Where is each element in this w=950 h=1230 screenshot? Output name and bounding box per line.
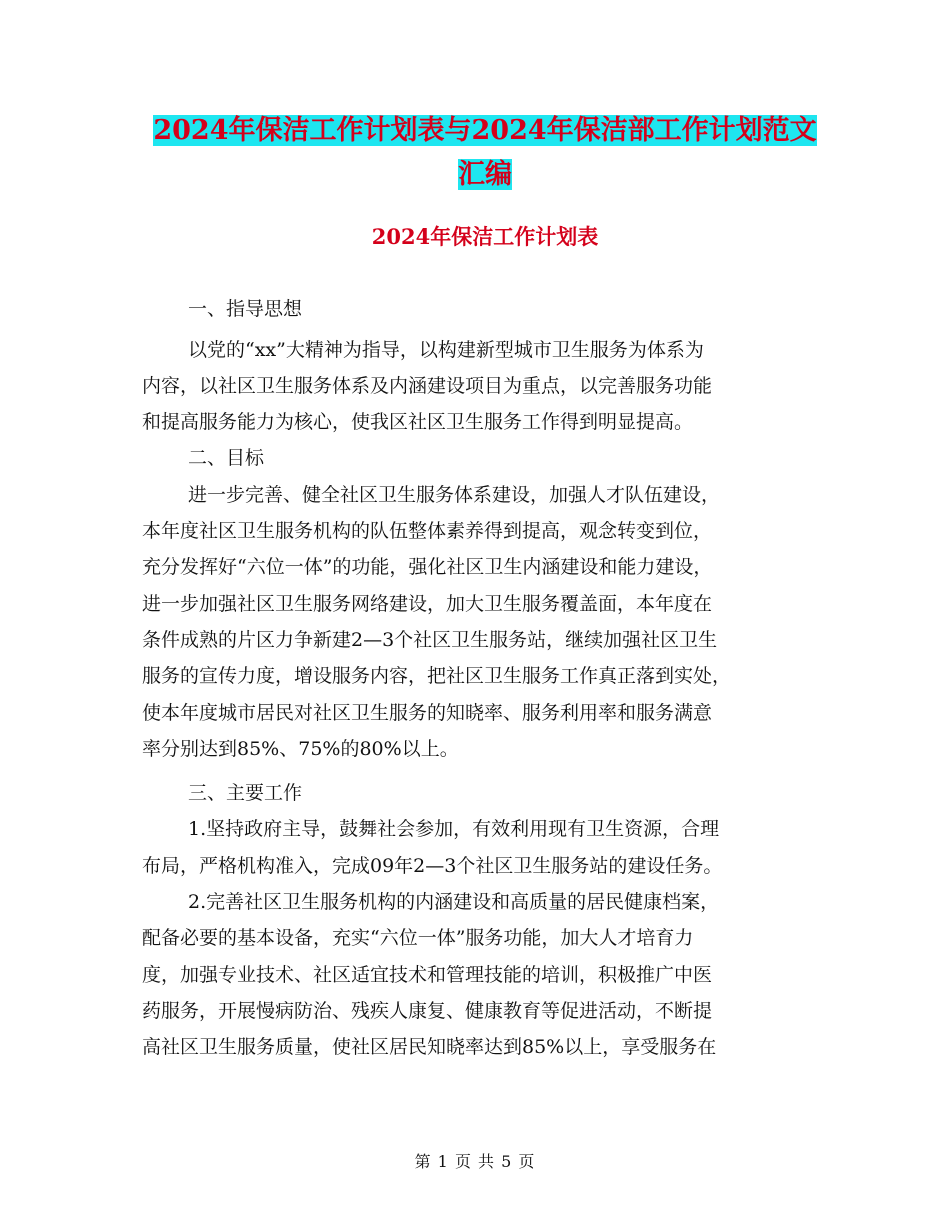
paragraph-line: 进一步完善、健全社区卫生服务体系建设，加强人才队伍建设， (188, 484, 721, 506)
paragraph-line: 进一步加强社区卫生服务网络建设，加大卫生服务覆盖面，本年度在 (142, 593, 713, 615)
page-number-footer: 第 1 页 共 5 页 (414, 1152, 536, 1171)
document-title-line1 (140, 109, 830, 153)
paragraph-line: 率分别达到85%、75%的80%以上。 (142, 738, 459, 760)
list-item-line: 药服务，开展慢病防治、残疾人康复、健康教育等促进活动，不断提 (142, 1000, 713, 1022)
document-title-line2 (140, 153, 830, 197)
paragraph-line: 服务的宣传力度，增设服务内容，把社区卫生服务工作真正落到实处， (142, 665, 732, 687)
list-item-line: 2.完善社区卫生服务机构的内涵建设和高质量的居民健康档案， (188, 891, 720, 913)
paragraph-line: 使本年度城市居民对社区卫生服务的知晓率、服务利用率和服务满意 (142, 702, 713, 724)
paragraph-line: 以党的“xx”大精神为指导，以构建新型城市卫生服务为体系为 (188, 339, 704, 361)
heading-goals: 二、目标 (188, 447, 265, 469)
list-item-line: 高社区卫生服务质量，使社区居民知晓率达到85%以上，享受服务在 (142, 1036, 717, 1058)
paragraph-line: 本年度社区卫生服务机构的队伍整体素养得到提高，观念转变到位， (142, 520, 713, 542)
list-item-line: 布局，严格机构准入，完成09年2—3个社区卫生服务站的建设任务。 (142, 855, 723, 877)
heading-guiding-ideology: 一、指导思想 (188, 298, 303, 320)
paragraph-line: 内容，以社区卫生服务体系及内涵建设项目为重点，以完善服务功能 (142, 375, 713, 397)
heading-main-work: 三、主要工作 (188, 782, 303, 804)
paragraph-line: 和提高服务能力为核心，使我区社区卫生服务工作得到明显提高。 (142, 411, 694, 433)
section-title: 2024年保洁工作计划表 (371, 224, 599, 249)
paragraph-line: 充分发挥好“六位一体”的功能，强化社区卫生内涵建设和能力建设， (142, 556, 713, 578)
list-item-line: 1.坚持政府主导，鼓舞社会参加，有效利用现有卫生资源，合理 (188, 818, 720, 840)
paragraph-line: 条件成熟的片区力争新建2—3个社区卫生服务站，继续加强社区卫生 (142, 629, 718, 651)
document-title-line2-text: 汇编 (458, 159, 512, 190)
document-title-line1-text: 2024年保洁工作计划表与2024年保洁部工作计划范文 (153, 115, 817, 146)
list-item-line: 配备必要的基本设备，充实“六位一体”服务功能，加大人才培育力 (142, 927, 694, 949)
list-item-line: 度，加强专业技术、社区适宜技术和管理技能的培训，积极推广中医 (142, 964, 713, 986)
